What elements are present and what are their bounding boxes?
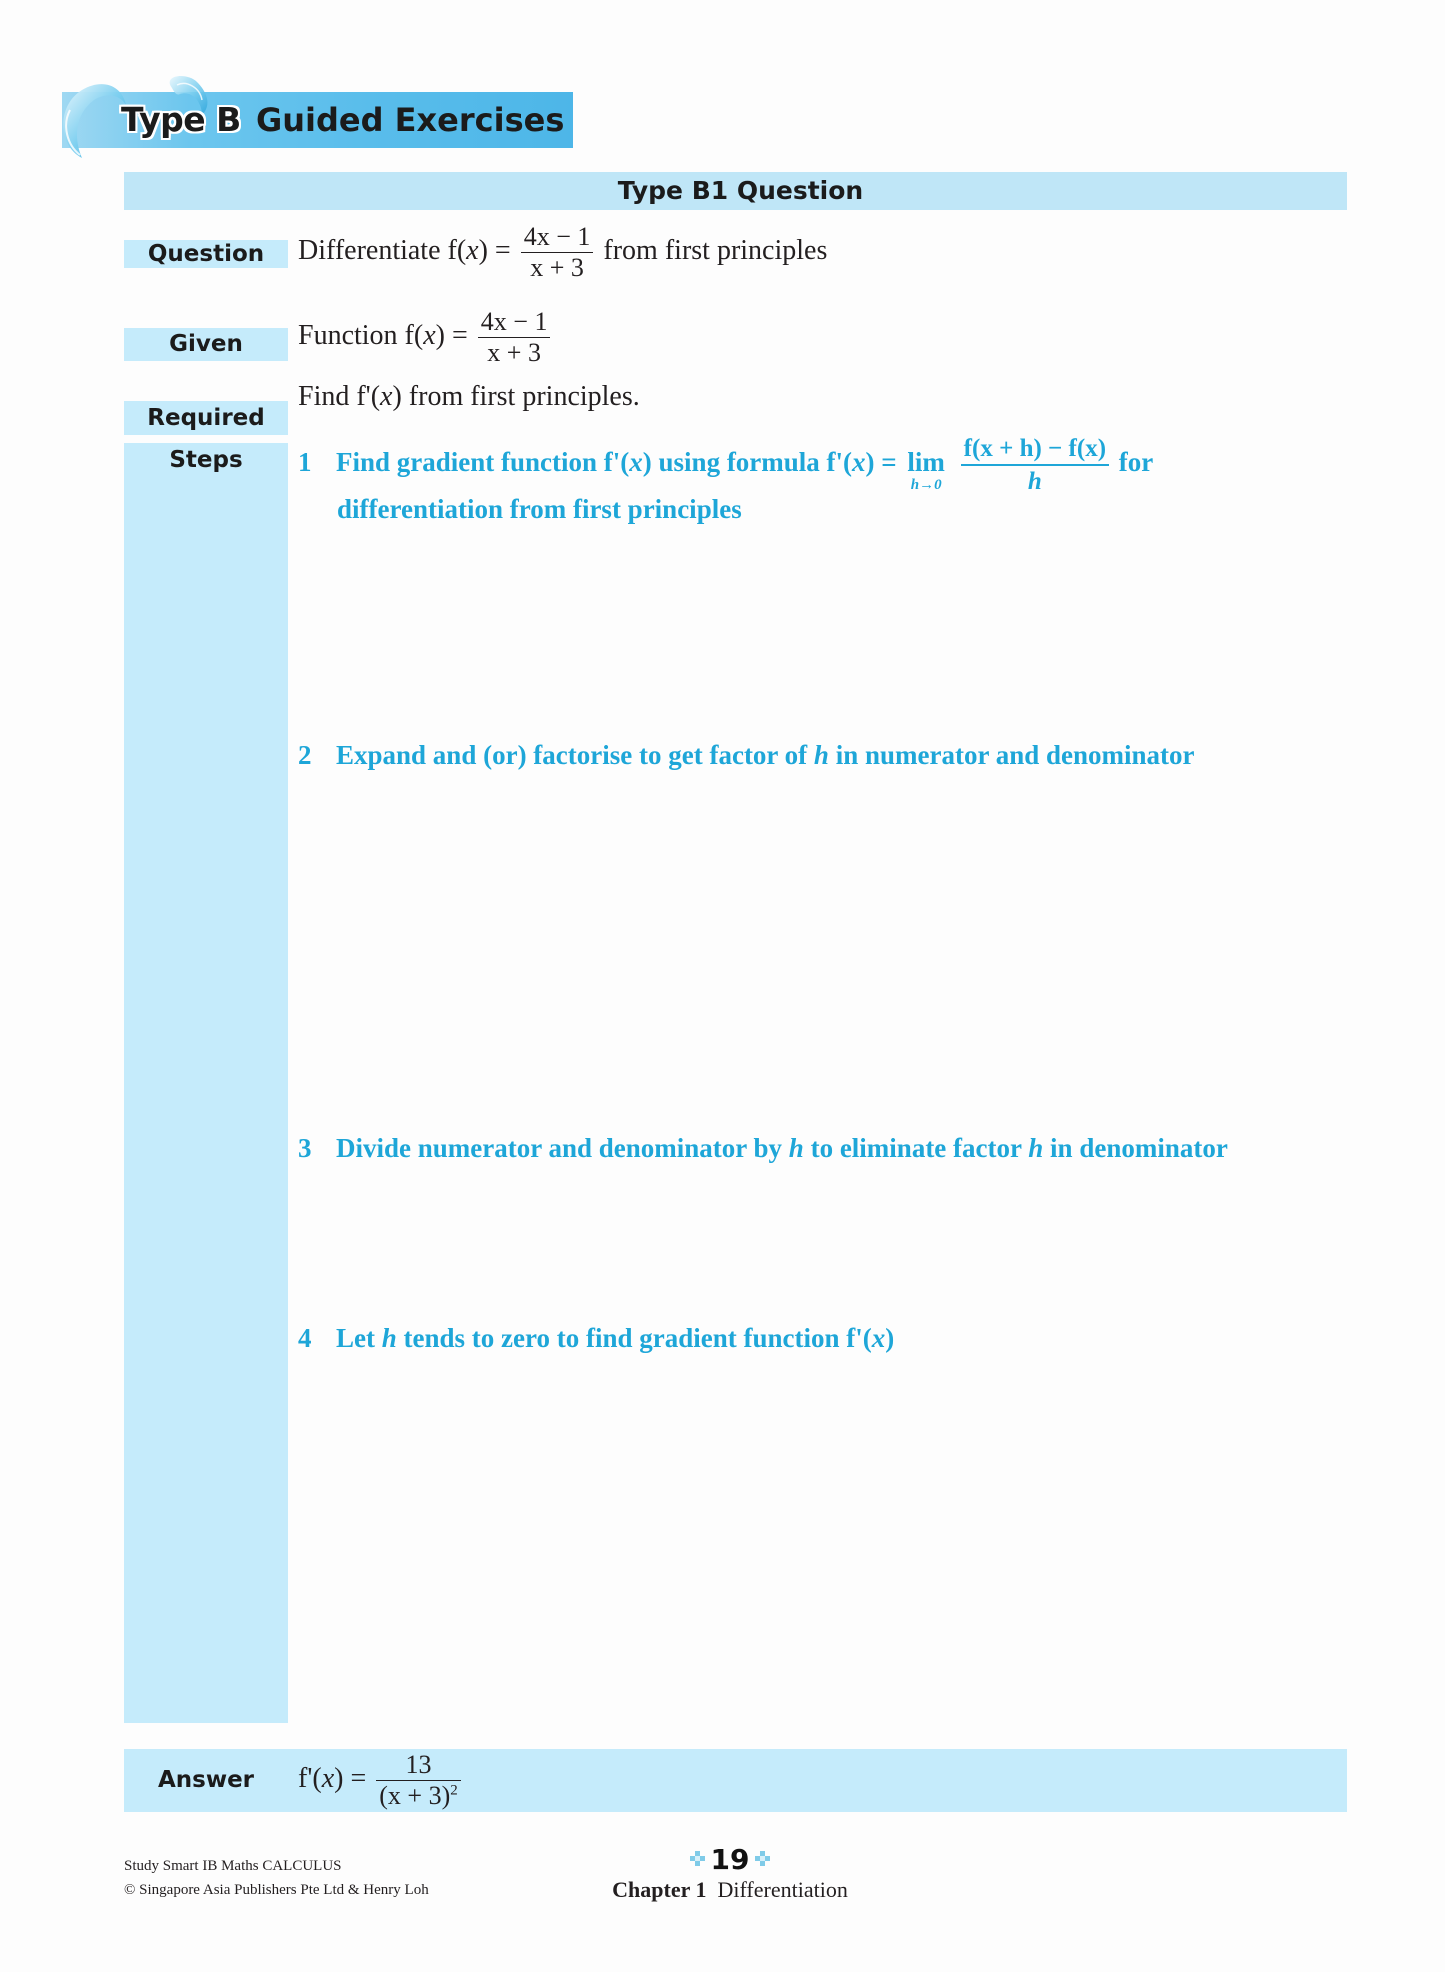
fraction-numerator: f(x + h) − f(x) [961,436,1109,466]
step-text: ) using formula f'( [642,447,853,478]
step-number: 4 [298,1323,312,1353]
step-number: 2 [298,740,312,770]
step-var: x [871,1323,886,1353]
chapter-title: Differentiation [717,1877,848,1902]
question-header-title: Type B1 Question [617,176,864,205]
required-text [298,380,640,414]
step-var: h [1028,1133,1044,1163]
fraction-denominator: x + 3 [487,338,541,367]
difference-quotient [961,436,1109,494]
step-text: ) [885,1323,895,1353]
step-text: to eliminate factor [803,1133,1029,1163]
step-text: in denominator [1043,1133,1228,1163]
step-var: h [813,740,829,770]
required-prefix: Find f'( [298,381,381,412]
plus-ornament-icon [690,1851,705,1866]
step-text: ) = [865,447,897,478]
step-var: h [788,1133,804,1163]
step-number: 3 [298,1133,312,1163]
step-var: x [629,447,643,478]
given-text [298,309,553,366]
answer-eq: ) = [334,1762,367,1794]
fraction-numerator: 13 [376,1752,460,1781]
step-text: for [1118,447,1154,478]
banner-type-label: Type B [121,100,241,139]
step-1 [298,436,1153,494]
question-suffix: from first principles [603,234,828,266]
answer-prefix: f'( [298,1762,322,1794]
step-number: 1 [298,447,312,478]
required-var: x [380,381,393,412]
step-text: tends to zero to find gradient function f'( [396,1323,872,1353]
given-fraction [478,309,551,366]
question-text [298,224,827,281]
question-label: Question [124,240,288,268]
page-number-block [670,1843,790,1877]
question-prefix: Differentiate f( [298,234,467,266]
lim-subscript: h→0 [910,477,942,493]
question-fraction [521,224,594,281]
step-var: x [852,447,866,478]
fraction-numerator: 4x − 1 [521,224,594,253]
step-text: Expand and (or) factorise to get factor of [336,740,814,770]
given-prefix: Function f( [298,319,424,351]
step-text: Let [336,1323,382,1353]
required-label: Required [124,401,288,435]
step-2 [298,740,1194,771]
step-text: Divide numerator and denominator by [336,1133,789,1163]
page-number: 19 [710,1843,750,1876]
chapter-line [560,1877,900,1903]
footer-copyright: © Singapore Asia Publishers Pte Ltd & Henry Loh [124,1882,429,1898]
fraction-numerator: 4x − 1 [478,309,551,338]
footer-book-title: Study Smart IB Maths CALCULUS [124,1858,342,1874]
answer-var: x [321,1762,335,1794]
plus-ornament-icon [755,1851,770,1866]
step-text: in numerator and denominator [828,740,1195,770]
lim-text: lim [907,447,945,477]
question-header-band [124,172,1347,210]
step-var: h [381,1323,397,1353]
denominator-base: (x + 3) [379,1781,451,1810]
limit-operator [907,449,945,493]
question-eq: ) = [478,234,511,266]
fraction-denominator: x + 3 [530,253,584,282]
given-eq: ) = [435,319,468,351]
answer-text [298,1752,464,1809]
steps-label: Steps [169,447,243,473]
step-text: Find gradient function f'( [336,447,630,478]
given-label: Given [124,328,288,361]
steps-column [124,443,288,1723]
chapter-label: Chapter 1 [612,1877,707,1902]
denominator-exponent: 2 [450,1782,458,1799]
answer-label: Answer [157,1767,255,1793]
required-suffix: ) from first principles. [392,381,640,412]
given-var: x [423,319,436,351]
question-var: x [466,234,479,266]
fraction-denominator [376,1781,460,1809]
step-4 [298,1323,894,1354]
fraction-denominator: h [1027,468,1042,495]
banner-title: Guided Exercises [256,101,565,139]
answer-fraction [376,1752,460,1809]
step-3 [298,1133,1228,1164]
step-1-line-2: differentiation from first principles [337,494,742,524]
